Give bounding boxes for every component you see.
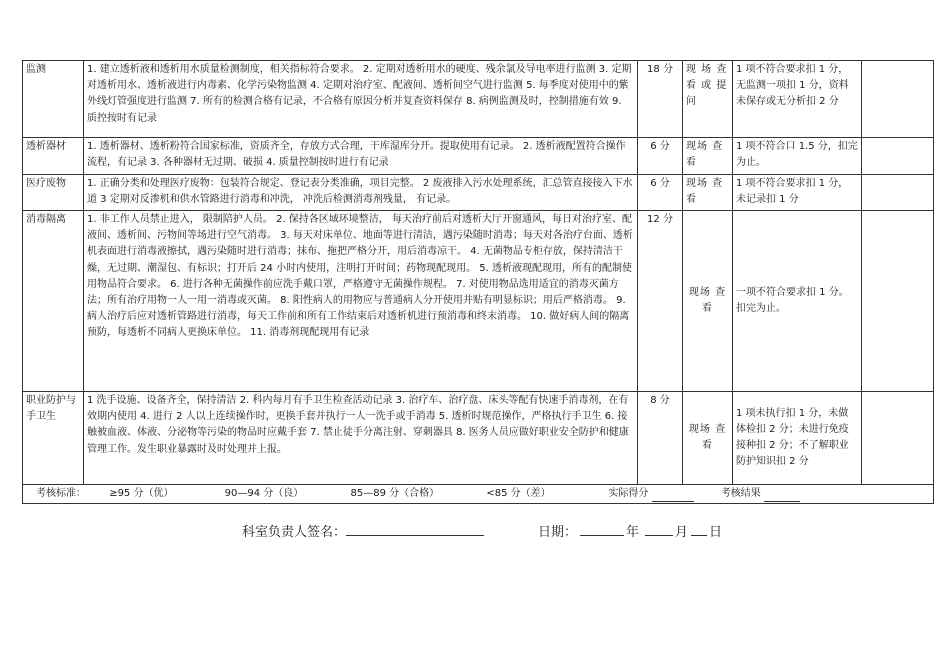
grade-pass: 85—89 分（合格） [350,488,440,499]
result-blank[interactable] [764,491,800,502]
score-cell: 12 分 [638,211,683,392]
table-row [23,392,934,485]
category-cell: 消毒隔离 [23,211,84,392]
method-cell: 现场 查看 [683,392,733,485]
dept-sign-line[interactable] [346,521,484,536]
method-cell: 现场 查看 [683,175,733,211]
category-cell: 透析器材 [23,138,84,175]
table-row [23,138,934,175]
month-line[interactable] [645,521,673,536]
content-cell: 1. 透析器材、透析粉符合国家标准，资质齐全，存放方式合理，干库湿库分开。提取使用有记录。 2. 透析液配置符合操作流程，有记录 3. 各种器材无过期、破损 4. 质量控制按时进行有记录 [84,138,638,175]
footer-row [23,485,934,504]
category-cell: 医疗废物 [23,175,84,211]
content-cell: 1 洗手设施、设备齐全，保持清洁 2. 科内每月有手卫生检查活动记录 3. 治疗车、治疗盘、床头等配有快速手消毒剂，在有效期内使用 4. 进行 2 人以上连续操作时，更换手套并执行一人一洗手或手消毒 5. 透析时规范操作，严格执行手卫生 6. 接触被血液、体液、分泌物等污染的物品时应戴手套 7. 禁止徒手分离注射、穿刺器具 8. 医务人员应做好职业安全防护和健康管理工作。发生职业暴露时及时处理并上报。 [84,392,638,485]
deduction-cell: 一项不符合要求扣 1 分。扣完为止。 [733,211,862,392]
table-row [23,175,934,211]
method-cell: 现 场 查 看 或 提 问 [683,61,733,138]
method-cell: 现场 查看 [683,138,733,175]
remark-cell [862,392,934,485]
table-row [23,61,934,138]
content-cell: 1. 正确分类和处理医疗废物：包装符合规定、登记表分类准确，项目完整。 2 废液排入污水处理系统，汇总管直接接入下水道 3 定期对反渗机和供水管路进行消毒和冲洗， 冲洗后检测消毒剂残量， 有记录。 [84,175,638,211]
remark-cell [862,61,934,138]
remark-cell [862,175,934,211]
actual-score-label: 实际得分 [608,488,649,499]
deduction-cell: 1 项不符合口 1.5 分，扣完为止。 [733,138,862,175]
content-cell: 1. 建立透析液和透析用水质量检测制度，相关指标符合要求。 2. 定期对透析用水的硬度、残余氯及导电率进行监测 3. 定期对透析用水、透析液进行内毒素、化学污染物监测 4. 定期对治疗室、配液间、透析间空气进行监测 5. 每季度对使用中的紫外线灯管强度进行监测 7. 所有的检测合格有记录，不合格有原因分析并复查资料保存 8. 病例监测及时，控制措施有效 9. 质控按时有记录 [84,61,638,138]
grade-poor: <85 分（差） [486,488,551,499]
actual-score-blank[interactable] [652,491,694,502]
deduction-cell: 1 项不符合要求扣 1 分，未记录扣 1 分 [733,175,862,211]
assessment-sheet [22,60,933,504]
content-cell: 1. 非工作人员禁止进入， 限制陪护人员。 2. 保持各区域环境整洁， 每天治疗前后对透析大厅开窗通风，每日对治疗室、配液间、透析间、污物间等场进行空气消毒。 3. 每天对床单位、地面等进行清洁，遇污染随时消毒；每天对各治疗台面、透析机表面进行消毒液擦拭，遇污染随时进行消毒；抹布、拖把严格分开，用后消毒凉干。 4. 无菌物品专柜存放，保持清洁干燥，无过期、潮湿包、有标识；打开后 24 小时内使用，注明打开时间；药物现配现用。 5. 透析液现配现用，所有的配制使用物品符合要求。 6. 进行各种无菌操作前应洗手戴口罩，严格遵守无菌操作规程。 7. 对使用物品选用适宜的消毒灭菌方法；所有治疗用物一人一用一消毒或灭菌。 8. 阳性病人的用物应与普通病人分开使用并贴有明显标识；用后严格消毒。 9. 病人治疗后应对透析管路进行消毒，每天工作前和所有工作结束后对透析机进行预消毒和终末消毒。 10. 做好病人间的隔离预防，每透析不同病人更换床单位。 11. 消毒剂现配现用有记录 [84,211,638,392]
score-cell: 6 分 [638,138,683,175]
score-cell: 8 分 [638,392,683,485]
deduction-cell: 1 项不符合要求扣 1 分，无监测一项扣 1 分，资料未保存或无分析扣 2 分 [733,61,862,138]
remark-cell [862,211,934,392]
result-label: 考核结果 [720,488,761,499]
table-row [23,211,934,392]
standard-cell [23,485,934,504]
assessment-table [22,60,934,504]
deduction-cell: 1 项未执行扣 1 分，未做体检扣 2 分；未进行免疫接种扣 2 分；不了解职业防护知识扣 2 分 [733,392,862,485]
date-label: 日期： [538,525,578,540]
year-label: 年 [626,525,640,540]
category-cell: 职业防护与手卫生 [23,392,84,485]
day-line[interactable] [691,521,707,536]
day-label: 日 [709,525,723,540]
year-line[interactable] [580,521,624,536]
dept-sign-label: 科室负责人签名： [242,525,347,540]
month-label: 月 [675,525,689,540]
remark-cell [862,138,934,175]
score-cell: 6 分 [638,175,683,211]
category-cell: 监测 [23,61,84,138]
method-cell: 现场 查看 [683,211,733,392]
grade-good: 90—94 分（良） [224,488,304,499]
grade-excellent: ≥95 分（优） [109,488,174,499]
standard-label: 考核标准： [36,488,86,499]
score-cell: 18 分 [638,61,683,138]
